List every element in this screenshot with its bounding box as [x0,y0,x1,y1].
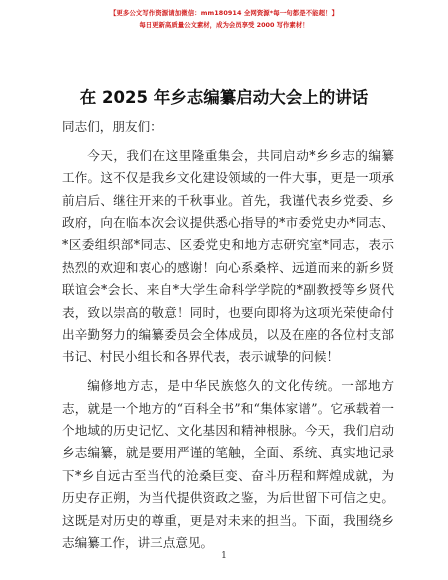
document-title: 在 2025 年乡志编纂启动大会上的讲话 [79,88,369,107]
body-paragraph: 今天，我们在这里隆重集会，共同启动*乡乡志的编纂工作。这不仅是我乡文化建设领域的一件大事，更是一项承前启后、继往开来的千秋事业。首先，我谨代表乡党委、乡政府，向在临本次会议提供悉心指导的*市委党史办*同志、*区委组织部*同志、区委党史和地方志研究室*同志，表示热烈的欢迎和衷心的感谢！向心系桑梓、远道而来的新乡贤联谊会*会长、来自*大学生命科学学院的*副教授等乡贤代表，致以崇高的敬意！同时，也要向即将为这项光荣使命付出辛勤努力的编纂委员会全体成员，以及在座的各位村支部书记、村民小组长和各界代表，表示诚挚的问候！ [62,147,394,365]
body-paragraph: 编修地方志，是中华民族悠久的文化传统。一部地方志，就是一个地方的“百科全书”和“集体家谱”。它承载着一个地域的历史记忆、文化基因和精神根脉。今天，我们启动乡志编纂，就是要用严谨的笔触，全面、系统、真实地记录下*乡自远古至当代的沧桑巨变、奋斗历程和辉煌成就，为历史存正朔，为当代提供资政之鉴，为后世留下可信之史。这既是对历史的尊重，更是对未来的担当。下面，我围绕乡志编纂工作，讲三点意见。 [62,378,394,551]
promo-banner-line-2: 每日更新高质量公文素材，成为会员享受 2000 写作素材！ [139,21,309,29]
salutation: 同志们，朋友们： [62,119,163,134]
page-number: 1 [221,551,227,561]
promo-banner-line-1: 【更多公文写作资源请加微信：mm180914 全网资源*每一句都是不能超！】 [109,9,339,17]
document-body [62,116,394,561]
promo-banner [0,8,448,30]
